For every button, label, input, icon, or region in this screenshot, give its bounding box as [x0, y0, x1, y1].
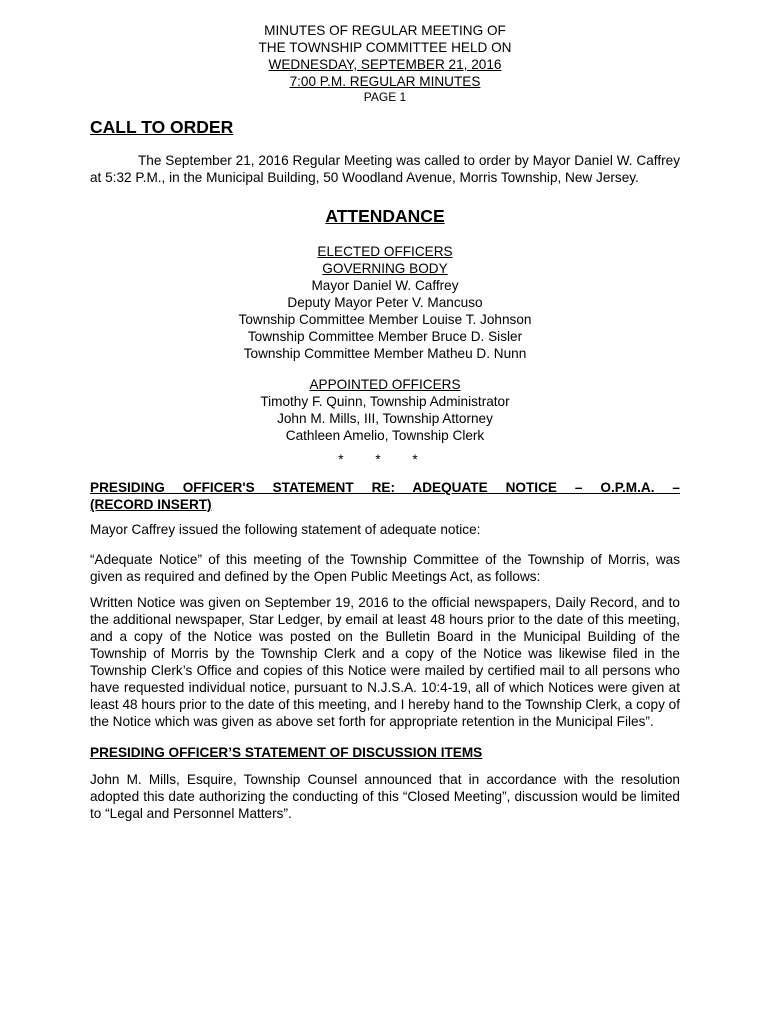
header-line-1: MINUTES OF REGULAR MEETING OF [264, 23, 506, 38]
notice-heading-line-1: PRESIDING OFFICER'S STATEMENT RE: ADEQUATE NOTICE – O.P.M.A. – [90, 480, 680, 495]
call-to-order-text: The September 21, 2016 Regular Meeting was called to order by Mayor Daniel W. Caffrey at 5:32 P.M., in the Municipal Building, 50 Woodland Avenue, Morris Township, New Jersey. [90, 153, 680, 185]
discussion-text: John M. Mills, Esquire, Township Counsel announced that in accordance with the resolution adopted this date authorizing the conducting of this “Closed Meeting”, discussion would be limited to “Legal and Personnel Matters”. [90, 772, 680, 821]
notice-paragraph-1: “Adequate Notice” of this meeting of the Township Committee of the Township of Morris, was given as required and defined by the Open Public Meetings Act, as follows: [90, 552, 680, 584]
governing-body-heading: GOVERNING BODY [322, 261, 448, 276]
page-number: PAGE 1 [363, 90, 407, 104]
notice-heading [90, 479, 680, 513]
elected-officers-heading: ELECTED OFFICERS [317, 244, 453, 259]
minutes-header [90, 22, 680, 105]
call-to-order-heading: CALL TO ORDER [90, 117, 234, 137]
elected-officers-block [90, 243, 680, 362]
header-time: 7:00 P.M. REGULAR MINUTES [289, 74, 481, 89]
notice-paragraph-2: Written Notice was given on September 19, 2016 to the official newspapers, Daily Record, and to the additional newspaper, Star Ledger, by email at least 48 hours prior to the date of this meeting, and a copy of the Notice was posted on the Bulletin Board in the Municipal Building of the Township of Morris by the Township Clerk and a copy of the Notice was likewise filed in the Township Clerk’s Office and copies of this Notice were mailed by certified mail to all persons who have requested individual notice, pursuant to N.J.S.A. 10:4-19, all of which Notices were given at least 48 hours prior to the date of this meeting, and I hereby hand to the Township Clerk, a copy of the Notice which was given as above set forth for appropriate retention in the Municipal Files”. [90, 595, 680, 729]
attendee-item: Cathleen Amelio, Township Clerk [285, 428, 485, 443]
notice-heading-line-2: (RECORD INSERT) [90, 497, 212, 512]
attendee-item: Township Committee Member Matheu D. Nunn [243, 346, 527, 361]
notice-intro: Mayor Caffrey issued the following statement of adequate notice: [90, 522, 481, 537]
appointed-officers-heading: APPOINTED OFFICERS [309, 377, 461, 392]
attendee-item: Township Committee Member Bruce D. Sisler [247, 329, 523, 344]
attendee-item: Mayor Daniel W. Caffrey [311, 278, 459, 293]
header-line-2: THE TOWNSHIP COMMITTEE HELD ON [258, 40, 512, 55]
attendee-item: Deputy Mayor Peter V. Mancuso [287, 295, 483, 310]
section-separator: * * * [338, 452, 432, 467]
attendee-item: John M. Mills, III, Township Attorney [277, 411, 493, 426]
header-date: WEDNESDAY, SEPTEMBER 21, 2016 [268, 57, 502, 72]
attendee-item: Timothy F. Quinn, Township Administrator [260, 394, 510, 409]
attendee-item: Township Committee Member Louise T. Johnson [238, 312, 532, 327]
document-page [90, 22, 680, 822]
attendance-heading: ATTENDANCE [325, 206, 445, 226]
appointed-officers-block [90, 376, 680, 444]
discussion-heading: PRESIDING OFFICER’S STATEMENT OF DISCUSSION ITEMS [90, 745, 483, 760]
